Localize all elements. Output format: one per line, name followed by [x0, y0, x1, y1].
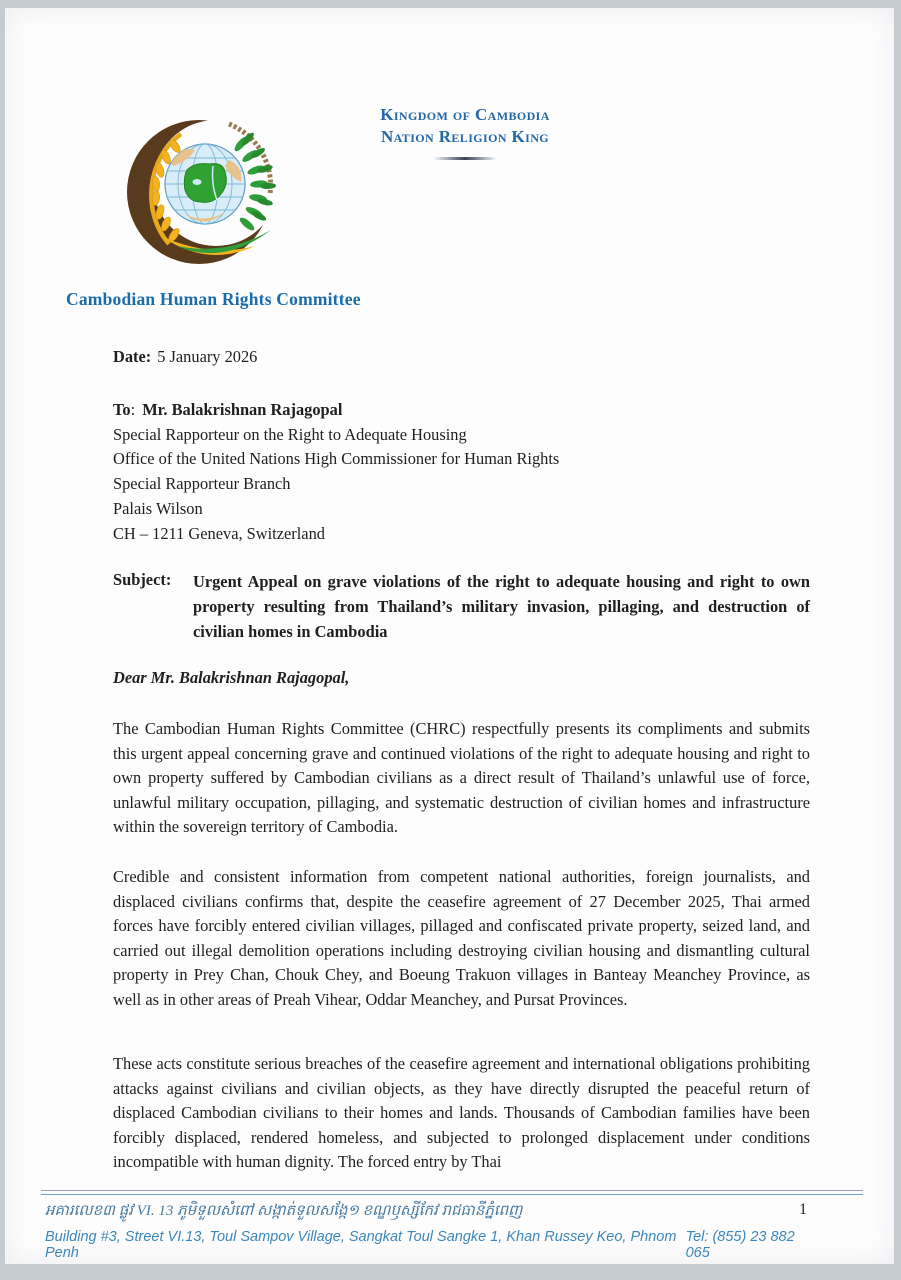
recipient-name-line: [113, 398, 559, 423]
body-paragraph-3: These acts constitute serious breaches of the ceasefire agreement and international obligations prohibiting attacks against civilians and civilian objects, as they have directly disrupted the peaceful return of displaced Cambodian civilians to their homes and lands. Thousands of Cambodian families have been forcibly displaced, rendered homeless, and subjected to prolonged displacement under conditions incompatible with human dignity. The forced entry by Thai: [113, 1054, 810, 1172]
chrc-logo: [117, 110, 287, 268]
page-number: 1: [799, 1201, 807, 1218]
document-page: [5, 8, 894, 1264]
kingdom-motto: Nation Religion King: [380, 127, 550, 146]
to-label: To: [113, 400, 131, 419]
subject-row: [113, 570, 810, 644]
date-value: 5 January 2026: [157, 347, 258, 366]
subject-text: Urgent Appeal on grave violations of the right to adequate housing and right to own property resulting from Thailand’s military invasion, pillaging, and destruction of civilian homes in Cambodia: [193, 572, 810, 641]
kingdom-title: Kingdom of Cambodia: [380, 105, 550, 124]
recipient-line: Special Rapporteur Branch: [113, 474, 291, 494]
date-label: Date:: [113, 347, 152, 366]
footer-english-row: [45, 1229, 817, 1261]
footer-divider: [41, 1190, 863, 1195]
recipient-name: Mr. Balakrishnan Rajagopal: [142, 400, 343, 419]
recipient-block: [113, 398, 559, 546]
footer-khmer-row: [45, 1201, 807, 1223]
footer-address-khmer: អគារលេខ៣ ផ្លូវ VI. 13 ភូមិទួលសំពៅ សង្កាត់ទួលសង្កែ១ ខណ្ឌឫស្សីកែវ រាជធានីភ្នំពេញ: [45, 1203, 523, 1219]
body-paragraph-1: The Cambodian Human Rights Committee (CHRC) respectfully presents its compliments and submits this urgent appeal concerning grave and continued violations of the right to adequate housing and right to own property suffered by Cambodian civilians as a direct result of Thailand’s unlawful use of force, unlawful military occupation, pillaging, and systematic destruction of civilian homes and infrastructure within the sovereign territory of Cambodia.: [113, 719, 810, 837]
footer-address-english: Building #3, Street VI.13, Toul Sampov Village, Sangkat Toul Sangke 1, Khan Russey Keo, Phnom Penh: [45, 1229, 677, 1261]
recipient-line: CH – 1211 Geneva, Switzerland: [113, 523, 325, 543]
committee-name: Cambodian Human Rights Committee: [66, 289, 361, 309]
date-line: [113, 347, 257, 367]
ornament-divider: [433, 157, 497, 160]
recipient-line: Special Rapporteur on the Right to Adequate Housing: [113, 424, 467, 444]
subject-label: Subject:: [113, 570, 172, 589]
globe-icon: [165, 144, 245, 224]
recipient-line: Office of the United Nations High Commissioner for Human Rights: [113, 449, 560, 469]
salutation: Dear Mr. Balakrishnan Rajagopal,: [113, 668, 350, 687]
recipient-line: Palais Wilson: [113, 498, 203, 518]
to-separator: :: [130, 400, 136, 419]
letterhead-heading: [325, 104, 605, 160]
footer-telephone: Tel: (855) 23 882 065: [685, 1229, 795, 1261]
body-paragraph-2: Credible and consistent information from competent national authorities, foreign journalists, and displaced civilians confirms that, despite the ceasefire agreement of 27 December 2025, Thai armed forces have forcibly entered civilian villages, pillaged and confiscated private property, seized land, and carried out illegal demolition operations including destroying civilian housing and dismantling cultural property in Prey Chan, Chouk Chey, and Boeung Trakuon villages in Banteay Meanchey Province, as well as in other areas of Preah Vihear, Oddar Meanchey, and Pursat Provinces.: [113, 867, 810, 1009]
